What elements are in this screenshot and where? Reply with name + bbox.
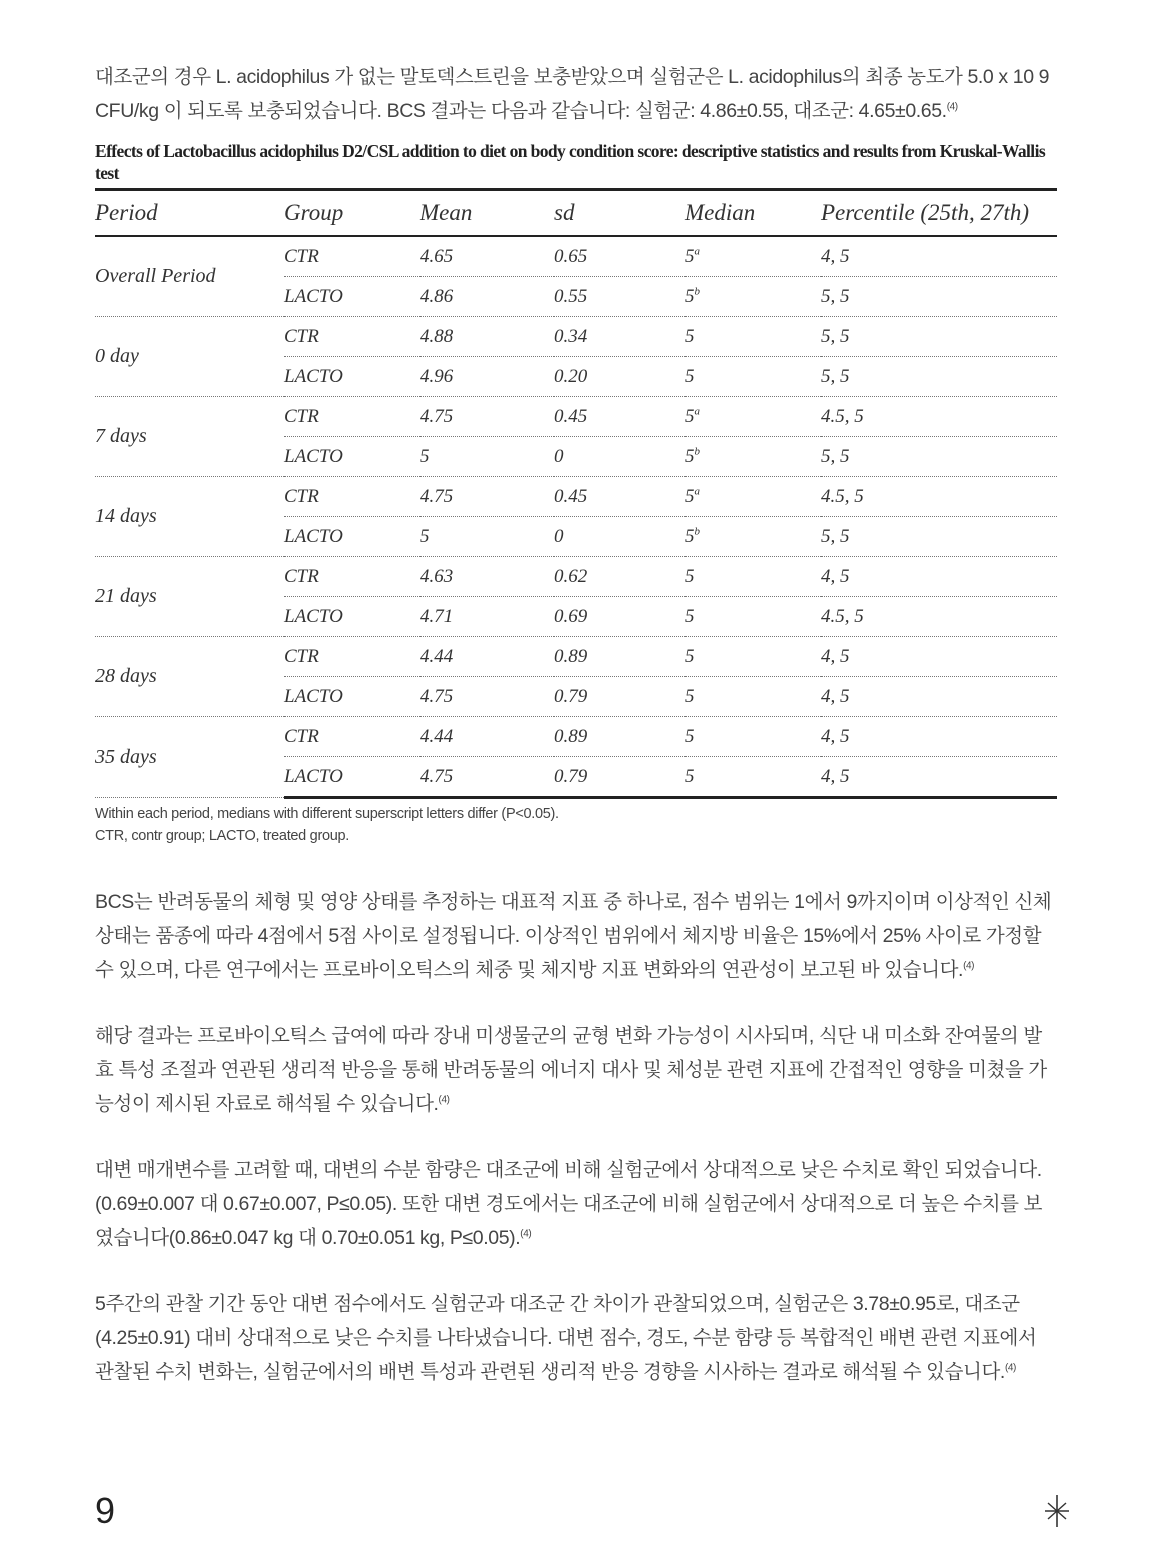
median-superscript: b	[694, 285, 700, 298]
median-superscript: a	[694, 405, 700, 418]
header-group: Group	[284, 190, 420, 237]
mean-cell: 4.75	[420, 677, 554, 717]
median-cell	[685, 357, 821, 397]
sd-cell: 0.89	[554, 637, 685, 677]
mean-cell: 4.88	[420, 317, 554, 357]
mean-cell: 4.86	[420, 277, 554, 317]
paragraph-reference: (4)	[520, 1228, 532, 1240]
sd-cell: 0.45	[554, 477, 685, 517]
median-value: 5	[685, 725, 695, 747]
table-row	[95, 236, 1057, 277]
mean-cell: 4.65	[420, 236, 554, 277]
group-cell: CTR	[284, 236, 420, 277]
mean-cell: 5	[420, 437, 554, 477]
group-cell: LACTO	[284, 757, 420, 798]
period-cell: 28 days	[95, 637, 284, 717]
sd-cell: 0.34	[554, 317, 685, 357]
sd-cell: 0.89	[554, 717, 685, 757]
percentile-cell: 4.5, 5	[821, 397, 1057, 437]
mean-cell: 4.96	[420, 357, 554, 397]
median-superscript: a	[694, 485, 700, 498]
median-cell	[685, 517, 821, 557]
header-mean: Mean	[420, 190, 554, 237]
mean-cell: 4.63	[420, 557, 554, 597]
median-value: 5	[685, 445, 695, 467]
table-row	[95, 477, 1057, 517]
asterisk-star-icon	[1043, 1494, 1071, 1528]
percentile-cell: 4, 5	[821, 757, 1057, 798]
median-cell	[685, 317, 821, 357]
median-cell	[685, 437, 821, 477]
paragraph-fecal-parameters	[95, 1153, 1057, 1255]
group-cell: LACTO	[284, 677, 420, 717]
table-row	[95, 397, 1057, 437]
percentile-cell: 5, 5	[821, 357, 1057, 397]
paragraph-fecal-score	[95, 1287, 1057, 1389]
median-value: 5	[685, 525, 695, 547]
percentile-cell: 4, 5	[821, 557, 1057, 597]
sd-cell: 0.45	[554, 397, 685, 437]
sd-cell: 0.79	[554, 677, 685, 717]
median-cell	[685, 236, 821, 277]
period-cell: 14 days	[95, 477, 284, 557]
median-superscript: b	[694, 525, 700, 538]
period-cell: 35 days	[95, 717, 284, 798]
mean-cell: 4.75	[420, 397, 554, 437]
period-cell: 7 days	[95, 397, 284, 477]
header-percentile: Percentile (25th, 27th)	[821, 190, 1057, 237]
table-row	[95, 717, 1057, 757]
group-cell: CTR	[284, 637, 420, 677]
table-footnote-2: CTR, contr group; LACTO, treated group.	[95, 828, 349, 844]
percentile-cell: 5, 5	[821, 437, 1057, 477]
percentile-cell: 4, 5	[821, 677, 1057, 717]
sd-cell: 0.55	[554, 277, 685, 317]
mean-cell: 4.44	[420, 717, 554, 757]
group-cell: CTR	[284, 317, 420, 357]
median-value: 5	[685, 325, 695, 347]
group-cell: CTR	[284, 717, 420, 757]
median-cell	[685, 717, 821, 757]
group-cell: CTR	[284, 397, 420, 437]
group-cell: LACTO	[284, 517, 420, 557]
median-value: 5	[685, 765, 695, 787]
median-cell	[685, 277, 821, 317]
percentile-cell: 5, 5	[821, 317, 1057, 357]
percentile-cell: 4.5, 5	[821, 597, 1057, 637]
median-value: 5	[685, 645, 695, 667]
table-footnote-1: Within each period, medians with different superscript letters differ (P<0.05).	[95, 806, 559, 822]
sd-cell: 0.69	[554, 597, 685, 637]
median-cell	[685, 757, 821, 798]
intro-paragraph	[95, 60, 1057, 128]
table-row	[95, 637, 1057, 677]
median-cell	[685, 397, 821, 437]
median-cell	[685, 477, 821, 517]
median-value: 5	[685, 485, 695, 507]
page-content	[95, 60, 1057, 1421]
group-cell: LACTO	[284, 277, 420, 317]
paragraph-reference: (4)	[963, 960, 975, 972]
period-cell: 21 days	[95, 557, 284, 637]
sd-cell: 0	[554, 437, 685, 477]
percentile-cell: 4.5, 5	[821, 477, 1057, 517]
percentile-cell: 4, 5	[821, 717, 1057, 757]
median-cell	[685, 637, 821, 677]
median-value: 5	[685, 685, 695, 707]
percentile-cell: 4, 5	[821, 236, 1057, 277]
paragraph-microbiome	[95, 1019, 1057, 1121]
median-cell	[685, 677, 821, 717]
paragraph-text: BCS는 반려동물의 체형 및 영양 상태를 추정하는 대표적 지표 중 하나로, 점수 범위는 1에서 9까지이며 이상적인 신체 상태는 품종에 따라 4점에서 5점 사이로 설정됩니다. 이상적인 범위에서 체지방 비율은 15%에서 25% 사이로 가정할 수 있으며, 다른 연구에서는 프로바이오틱스의 체중 및 체지방 지표 변화와의 연관성이 보고된 바 있습니다.	[95, 891, 1052, 981]
paragraph-reference: (4)	[1004, 1362, 1016, 1374]
mean-cell: 4.75	[420, 757, 554, 798]
bcs-table	[95, 188, 1057, 799]
percentile-cell: 5, 5	[821, 517, 1057, 557]
group-cell: LACTO	[284, 597, 420, 637]
median-cell	[685, 557, 821, 597]
paragraph-text: 대변 매개변수를 고려할 때, 대변의 수분 함량은 대조군에 비해 실험군에서 상대적으로 낮은 수치로 확인 되었습니다.(0.69±0.007 대 0.67±0.007, P≤0.05). 또한 대변 경도에서는 대조군에 비해 실험군에서 상대적으로 더 높은 수치를 보였습니다(0.86±0.047 kg 대 0.70±0.051 kg, P≤0.05).	[95, 1159, 1043, 1249]
mean-cell: 4.71	[420, 597, 554, 637]
sd-cell: 0.79	[554, 757, 685, 798]
mean-cell: 4.44	[420, 637, 554, 677]
mean-cell: 4.75	[420, 477, 554, 517]
sd-cell: 0.62	[554, 557, 685, 597]
median-value: 5	[685, 605, 695, 627]
page-number: 9	[95, 1490, 116, 1531]
table-row	[95, 317, 1057, 357]
median-value: 5	[685, 405, 695, 427]
median-value: 5	[685, 565, 695, 587]
percentile-cell: 4, 5	[821, 637, 1057, 677]
paragraph-bcs	[95, 885, 1057, 987]
table-header-row	[95, 190, 1057, 237]
median-superscript: b	[694, 445, 700, 458]
header-period: Period	[95, 190, 284, 237]
paragraph-reference: (4)	[438, 1094, 450, 1106]
median-cell	[685, 597, 821, 637]
table-caption: Effects of Lactobacillus acidophilus D2/CSL addition to diet on body condition score: descriptive statistics and results from Kruskal-Wallis test	[95, 141, 1046, 183]
group-cell: CTR	[284, 477, 420, 517]
median-value: 5	[685, 365, 695, 387]
mean-cell: 5	[420, 517, 554, 557]
intro-reference: (4)	[946, 101, 958, 113]
median-value: 5	[685, 245, 695, 267]
percentile-cell: 5, 5	[821, 277, 1057, 317]
header-median: Median	[685, 190, 821, 237]
period-cell: Overall Period	[95, 236, 284, 317]
group-cell: LACTO	[284, 357, 420, 397]
sd-cell: 0	[554, 517, 685, 557]
period-cell: 0 day	[95, 317, 284, 397]
sd-cell: 0.20	[554, 357, 685, 397]
table-row	[95, 557, 1057, 597]
header-sd: sd	[554, 190, 685, 237]
paragraph-text: 5주간의 관찰 기간 동안 대변 점수에서도 실험군과 대조군 간 차이가 관찰되었으며, 실험군은 3.78±0.95로, 대조군(4.25±0.91) 대비 상대적으로 낮은 수치를 나타냈습니다. 대변 점수, 경도, 수분 함량 등 복합적인 배변 관련 지표에서 관찰된 수치 변화는, 실험군에서의 배변 특성과 관련된 생리적 반응 경향을 시사하는 결과로 해석될 수 있습니다.	[95, 1293, 1037, 1383]
median-superscript: a	[694, 245, 700, 258]
body-paragraphs	[95, 885, 1057, 1389]
sd-cell: 0.65	[554, 236, 685, 277]
table-body	[95, 236, 1057, 798]
paragraph-text: 해당 결과는 프로바이오틱스 급여에 따라 장내 미생물군의 균형 변화 가능성이 시사되며, 식단 내 미소화 잔여물의 발효 특성 조절과 연관된 생리적 반응을 통해 반려동물의 에너지 대사 및 체성분 관련 지표에 간접적인 영향을 미쳤을 가능성이 제시된 자료로 해석될 수 있습니다.	[95, 1025, 1047, 1115]
intro-text: 대조군의 경우 L. acidophilus 가 없는 말토덱스트린을 보충받았으며 실험군은 L. acidophilus의 최종 농도가 5.0 x 10 9 CFU/kg 이 되도록 보충되었습니다. BCS 결과는 다음과 같습니다: 실험군: 4.86±0.55, 대조군: 4.65±0.65.	[95, 66, 1050, 122]
group-cell: CTR	[284, 557, 420, 597]
group-cell: LACTO	[284, 437, 420, 477]
median-value: 5	[685, 285, 695, 307]
